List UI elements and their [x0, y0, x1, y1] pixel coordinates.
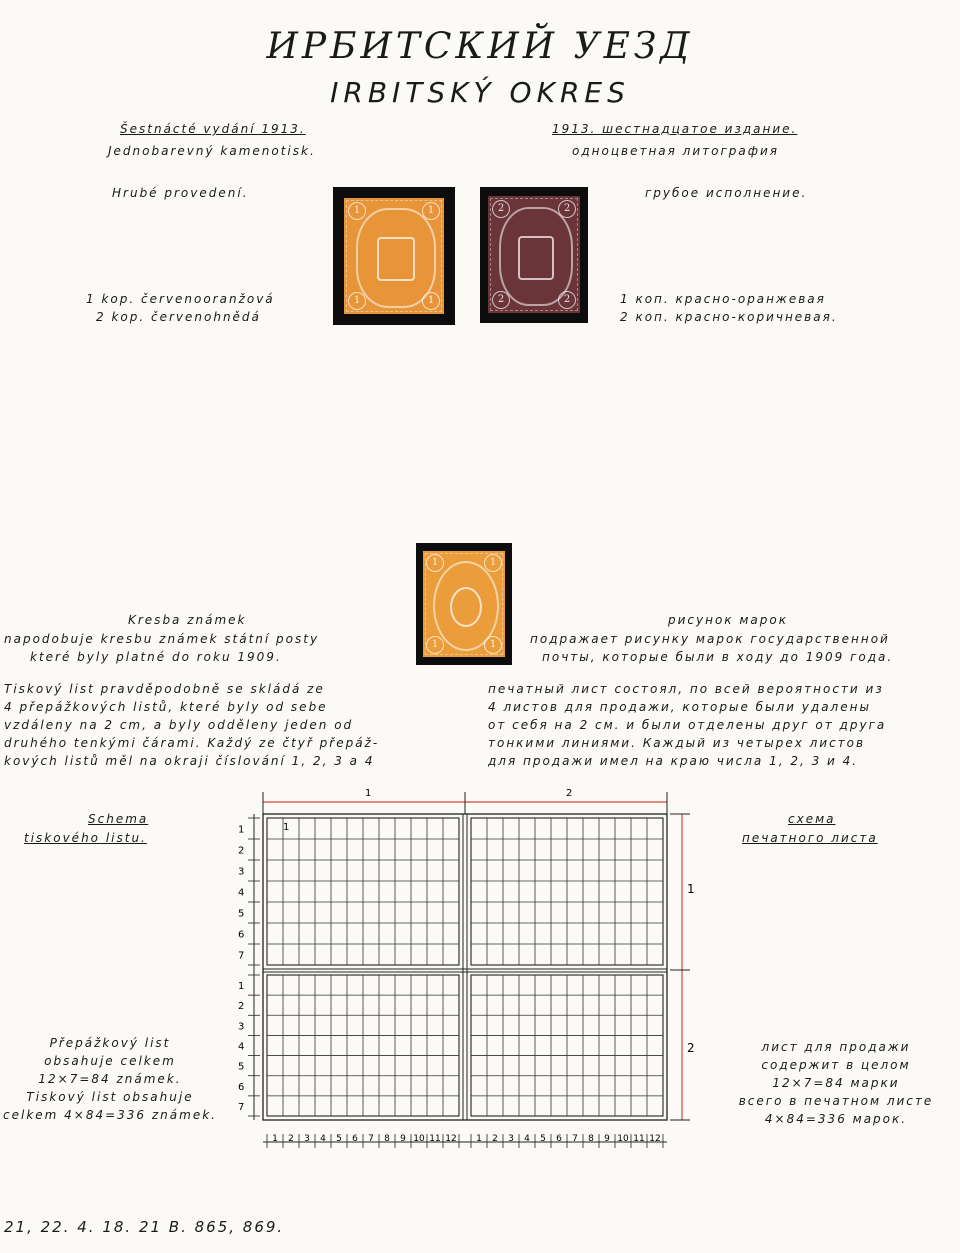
text-line: содержит в целом [761, 1058, 911, 1072]
left-execution: Hrubé provedení. [112, 186, 249, 200]
column-number: 9 [400, 1134, 406, 1144]
right-method: одноцветная литография [572, 144, 780, 158]
text-line: Tiskový list pravděpodobně se skládá ze [4, 682, 325, 696]
column-number: 5 [540, 1134, 546, 1144]
footer-reference: 21, 22. 4. 18. 21 B. 865, 869. [4, 1218, 285, 1236]
column-number: 3 [304, 1134, 310, 1144]
text-line: celkem 4×84=336 známek. [3, 1108, 217, 1122]
denomination-label: 2 [492, 291, 510, 309]
right-value-2: 2 коп. красно-коричневая. [620, 310, 838, 324]
row-number: 4 [238, 887, 245, 899]
row-number: 5 [238, 908, 245, 920]
left-schema-title: Schema [88, 812, 149, 826]
text-line: от себя на 2 см. и были отделены друг от друга [488, 718, 887, 732]
column-number: 11 [633, 1134, 645, 1144]
denomination-label: 1 [426, 636, 444, 654]
row-number: 3 [238, 866, 245, 878]
right-design-heading: рисунок марок [668, 613, 788, 627]
column-number: 1 [272, 1134, 278, 1144]
text-line: druhého tenkými čárami. Každý ze čtyř přepáž- [4, 736, 380, 750]
column-number: 10 [413, 1134, 425, 1144]
row-number: 7 [238, 1101, 245, 1113]
denomination-label: 2 [558, 291, 576, 309]
column-number: 7 [572, 1134, 578, 1144]
side-pane-label: 1 [687, 882, 695, 896]
denomination-label: 2 [558, 200, 576, 218]
column-number: 5 [336, 1134, 342, 1144]
left-value-1: 1 kop. červenooranžová [86, 292, 275, 306]
text-line: které byly platné do roku 1909. [30, 650, 282, 664]
row-number: 1 [238, 981, 245, 993]
corner-mark: 1 [283, 822, 290, 833]
column-number: 2 [288, 1134, 294, 1144]
column-number: 9 [604, 1134, 610, 1144]
left-design-heading: Kresba známek [128, 613, 247, 627]
column-number: 2 [492, 1134, 498, 1144]
text-line: obsahuje celkem [44, 1054, 176, 1068]
column-number: 8 [588, 1134, 594, 1144]
column-number: 8 [384, 1134, 390, 1144]
text-line: почты, которые были в ходу до 1909 года. [542, 650, 894, 664]
text-line: napodobuje kresbu známek státní posty [4, 632, 320, 646]
denomination-label: 1 [484, 554, 502, 572]
column-number: 10 [617, 1134, 629, 1144]
column-number: 6 [556, 1134, 562, 1144]
column-number: 12 [445, 1134, 457, 1144]
column-number: 11 [429, 1134, 441, 1144]
column-number: 1 [476, 1134, 482, 1144]
left-value-2: 2 kop. červenohnědá [96, 310, 261, 324]
text-line: лист для продажи [761, 1040, 911, 1054]
text-line: 4 листов для продажи, которые были удалены [488, 700, 871, 714]
right-issue: 1913. шестнадцатое издание. [552, 122, 798, 136]
right-execution: грубое исполнение. [645, 186, 808, 200]
row-number: 3 [238, 1021, 245, 1033]
text-line: Přepážkový list [49, 1036, 171, 1050]
row-number: 2 [238, 845, 245, 857]
column-number: 4 [524, 1134, 530, 1144]
text-line: vzdáleny na 2 cm, a byly odděleny jeden od [4, 718, 354, 732]
column-number: 4 [320, 1134, 326, 1144]
column-number: 12 [649, 1134, 661, 1144]
side-pane-label: 2 [687, 1041, 695, 1055]
right-schema-title: схема [788, 812, 836, 826]
row-number: 4 [238, 1041, 245, 1053]
row-number: 7 [238, 950, 245, 962]
denomination-label: 1 [348, 202, 366, 220]
page-title: ИРБИТСКИЙ УЕЗД [266, 26, 694, 67]
text-line: 12×7=84 známek. [38, 1072, 182, 1086]
text-line: 4×84=336 марок. [764, 1112, 908, 1126]
denomination-label: 1 [426, 554, 444, 572]
left-schema-subtitle: tiskového listu. [24, 831, 147, 845]
row-number: 1 [238, 824, 245, 836]
denomination-label: 2 [492, 200, 510, 218]
sheet-grid [238, 792, 690, 1148]
left-method: Jednobarevný kamenotisk. [108, 144, 316, 158]
text-line: подражает рисунку марок государственной [530, 632, 890, 646]
denomination-label: 1 [422, 292, 440, 310]
top-pane-label: 2 [566, 788, 573, 799]
column-number: 3 [508, 1134, 514, 1144]
column-number: 7 [368, 1134, 374, 1144]
text-line: 12×7=84 марки [772, 1076, 900, 1090]
row-number: 2 [238, 1001, 245, 1013]
column-number: 6 [352, 1134, 358, 1144]
row-number: 6 [238, 1081, 245, 1093]
right-schema-subtitle: печатного листа [742, 831, 878, 845]
text-line: всего в печатном листе [738, 1094, 934, 1108]
denomination-label: 1 [422, 202, 440, 220]
row-number: 6 [238, 929, 245, 941]
text-line: печатный лист состоял, по всей вероятности из [488, 682, 884, 696]
denomination-label: 1 [348, 292, 366, 310]
page-subtitle: IRBITSKÝ OKRES [330, 76, 630, 109]
right-value-1: 1 коп. красно-оранжевая [620, 292, 826, 306]
top-pane-label: 1 [365, 788, 372, 799]
text-line: тонкими линиями. Каждый из четырех листов [488, 736, 866, 750]
text-line: для продажи имел на краю числа 1, 2, 3 и 4. [488, 754, 859, 768]
text-line: 4 přepážkových listů, které byly od sebe [4, 700, 328, 714]
text-line: kových listů měl na okraji číslování 1, 2, 3 a 4 [4, 754, 375, 768]
text-line: Tiskový list obsahuje [26, 1090, 194, 1104]
denomination-label: 1 [484, 636, 502, 654]
row-number: 5 [238, 1061, 245, 1073]
left-issue: Šestnácté vydání 1913. [120, 122, 306, 136]
